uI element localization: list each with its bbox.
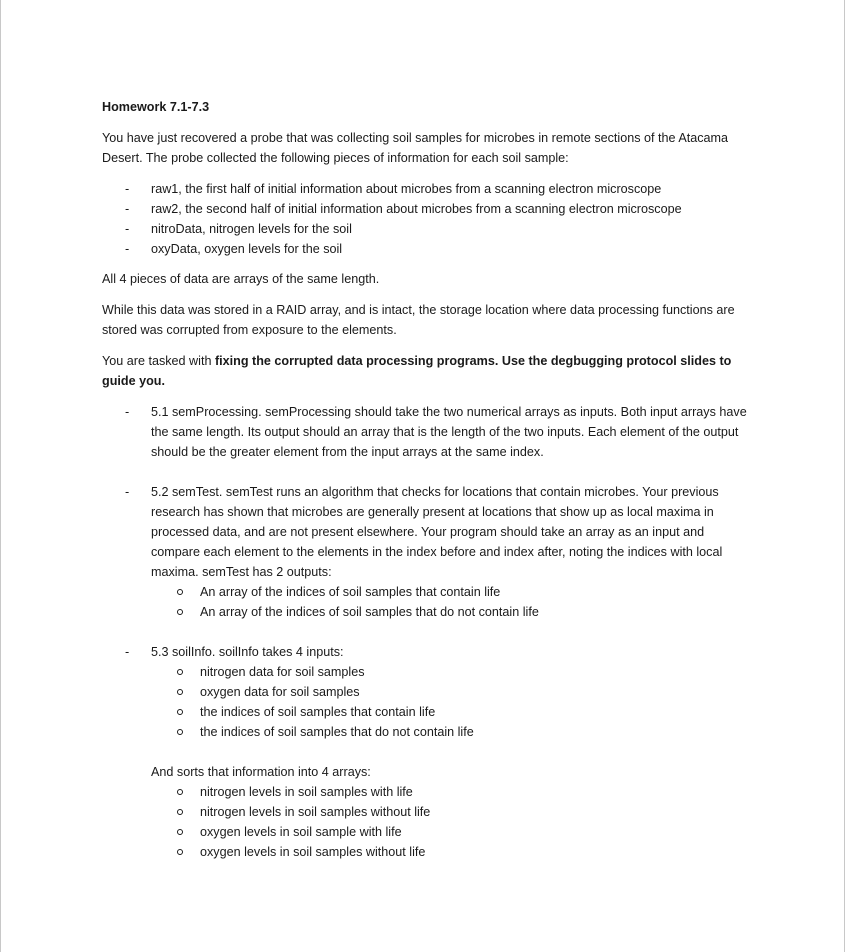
task-bold-text: fixing the corrupted data processing programs. Use the degbugging protocol slides to guide you. xyxy=(102,354,732,388)
task-sem-test-text: 5.2 semTest. semTest runs an algorithm that checks for locations that contain microbes. Your previous research has shown that microbes are generally present at locations that show up as local maxima in processed data, and are not present elsewhere. Your program should take an array as an input and compare each element to the elements in the index before and index after, noting the indices with local maxima. semTest has 2 outputs: xyxy=(151,485,723,579)
list-item: the indices of soil samples that contain life xyxy=(151,702,752,722)
list-item: the indices of soil samples that do not contain life xyxy=(151,722,752,742)
task-sem-processing-text: 5.1 semProcessing. semProcessing should take the two numerical arrays as inputs. Both input arrays have the same length. Its output should an array that is the length of the two inputs. Each element of the output should be the greater element from the input arrays at the same index. xyxy=(151,405,747,459)
soil-info-inputs-list xyxy=(151,662,752,742)
task-sem-test xyxy=(102,482,752,622)
task-soil-info xyxy=(102,642,752,862)
raid-paragraph: While this data was stored in a RAID array, and is intact, the storage location where data processing functions are stored was corrupted from exposure to the elements. xyxy=(102,303,735,337)
arrays-paragraph: All 4 pieces of data are arrays of the same length. xyxy=(102,272,380,286)
document-title: Homework 7.1-7.3 xyxy=(102,100,210,114)
data-items-list xyxy=(102,179,752,259)
document-body xyxy=(102,97,752,882)
list-item: oxygen data for soil samples xyxy=(151,682,752,702)
task-soil-info-text: 5.3 soilInfo. soilInfo takes 4 inputs: xyxy=(151,645,344,659)
list-item: nitrogen levels in soil samples with life xyxy=(151,782,752,802)
task-sem-processing xyxy=(102,402,752,462)
list-item: - raw2, the second half of initial information about microbes from a scanning electron microscope xyxy=(102,199,752,219)
sem-test-outputs-list xyxy=(151,582,752,622)
list-item: nitrogen data for soil samples xyxy=(151,662,752,682)
task-paragraph xyxy=(102,351,752,391)
soil-info-sort-text: And sorts that information into 4 arrays: xyxy=(151,765,371,779)
list-item: - nitroData, nitrogen levels for the soil xyxy=(102,219,752,239)
list-item: An array of the indices of soil samples that do not contain life xyxy=(151,602,752,622)
soil-info-outputs-list xyxy=(151,782,752,862)
list-item: An array of the indices of soil samples that contain life xyxy=(151,582,752,602)
intro-paragraph: You have just recovered a probe that was collecting soil samples for microbes in remote sections of the Atacama Desert. The probe collected the following pieces of information for each soil sample: xyxy=(102,131,729,165)
list-item: - oxyData, oxygen levels for the soil xyxy=(102,239,752,259)
task-lead-text: You are tasked with xyxy=(102,354,215,368)
list-item: - raw1, the first half of initial information about microbes from a scanning electron microscope xyxy=(102,179,752,199)
list-item: oxygen levels in soil samples without life xyxy=(151,842,752,862)
list-item: oxygen levels in soil sample with life xyxy=(151,822,752,842)
list-item: nitrogen levels in soil samples without life xyxy=(151,802,752,822)
tasks-list xyxy=(102,402,752,862)
